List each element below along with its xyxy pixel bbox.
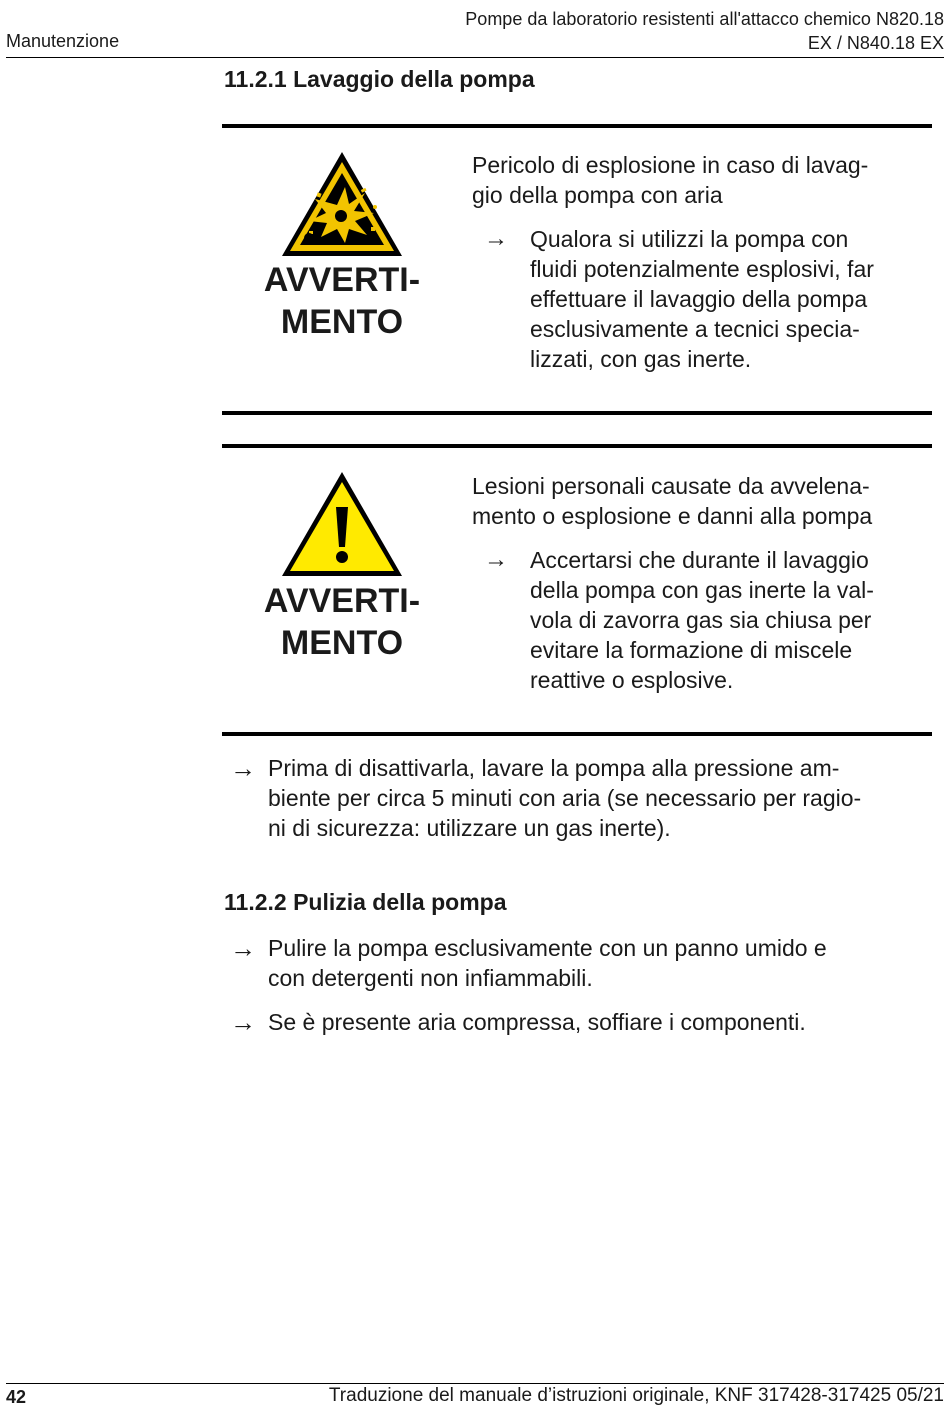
footer-document-reference: Traduzione del manuale d’istruzioni originale, KNF 317428-317425 05/21 xyxy=(328,1385,944,1406)
warning-1-title xyxy=(472,150,932,210)
arrow-right-icon: → xyxy=(484,546,508,573)
cleaning-step-2-text xyxy=(268,1007,932,1037)
section-heading-cleaning: 11.2.2 Pulizia della pompa xyxy=(224,889,507,915)
warning-1-title-line-2: gio della pompa con aria xyxy=(472,182,723,208)
cleaning-step-2 xyxy=(230,1007,932,1037)
warning-2-top-rule xyxy=(222,444,932,448)
warning-2-signal-word xyxy=(222,580,462,664)
step-line: con detergenti non infiammabili. xyxy=(268,965,593,991)
header-document-title xyxy=(465,7,944,55)
instruction-line: evitare la formazione di miscele xyxy=(530,637,853,663)
page-number: 42 xyxy=(6,1387,27,1407)
instruction-line: Qualora si utilizzi la pompa con xyxy=(530,226,849,252)
section-heading-flushing: 11.2.1 Lavaggio della pompa xyxy=(224,66,535,92)
instruction-line: della pompa con gas inerte la val- xyxy=(530,577,874,603)
warning-1-bottom-rule xyxy=(222,411,932,415)
warning-2-bottom-rule xyxy=(222,732,932,736)
warning-1-signal-line-2: MENTO xyxy=(280,303,404,341)
warning-2-title-line-2: mento o esplosione e danni alla pompa xyxy=(472,503,873,529)
arrow-right-icon: → xyxy=(230,933,256,963)
instruction-line: Accertarsi che durante il lavaggio xyxy=(530,547,869,573)
step-line: biente per circa 5 minuti con aria (se necessario per ragio- xyxy=(268,785,862,811)
header-divider xyxy=(6,57,944,58)
arrow-right-icon: → xyxy=(484,225,508,252)
arrow-right-icon: → xyxy=(230,1007,256,1037)
warning-1-title-line-1: Pericolo di esplosione in caso di lavag- xyxy=(472,152,869,178)
warning-2-instruction xyxy=(484,545,932,695)
warning-2-instruction-text xyxy=(530,545,930,695)
arrow-right-icon: → xyxy=(230,753,256,783)
step-line: ni di sicurezza: utilizzare un gas inerte). xyxy=(268,815,671,841)
warning-1-signal-word xyxy=(222,259,462,343)
flushing-step-text xyxy=(268,753,932,843)
general-warning-icon xyxy=(279,469,405,579)
warning-2-signal-line-1: AVVERTI- xyxy=(263,582,421,620)
step-line: Se è presente aria compressa, soffiare i componenti. xyxy=(268,1009,806,1035)
header-section-name: Manutenzione xyxy=(6,31,120,51)
instruction-line: esclusivamente a tecnici specia- xyxy=(530,316,860,342)
step-line: Pulire la pompa esclusivamente con un panno umido e xyxy=(268,935,827,961)
step-line: Prima di disattivarla, lavare la pompa alla pressione am- xyxy=(268,755,840,781)
instruction-line: vola di zavorra gas sia chiusa per xyxy=(530,607,872,633)
warning-1-signal-line-1: AVVERTI- xyxy=(263,261,421,299)
warning-2-title-line-1: Lesioni personali causate da avvelena- xyxy=(472,473,870,499)
cleaning-step-1-text xyxy=(268,933,932,993)
cleaning-step-1 xyxy=(230,933,932,993)
flushing-step xyxy=(230,753,932,843)
instruction-line: effettuare il lavaggio della pompa xyxy=(530,286,868,312)
warning-1-top-rule xyxy=(222,124,932,128)
footer-divider xyxy=(6,1383,944,1384)
warning-2-signal-line-2: MENTO xyxy=(280,624,404,662)
instruction-line: lizzati, con gas inerte. xyxy=(530,346,752,372)
instruction-line: fluidi potenzialmente esplosivi, far xyxy=(530,256,874,282)
warning-1-instruction-text xyxy=(530,224,930,374)
header-title-line-1: Pompe da laboratorio resistenti all'attacco chemico N820.18 xyxy=(465,9,944,29)
header-title-line-2: EX / N840.18 EX xyxy=(807,33,944,53)
instruction-line: reattive o esplosive. xyxy=(530,667,734,693)
explosion-warning-icon xyxy=(279,149,405,259)
warning-2-title xyxy=(472,471,932,531)
warning-1-instruction xyxy=(484,224,932,374)
